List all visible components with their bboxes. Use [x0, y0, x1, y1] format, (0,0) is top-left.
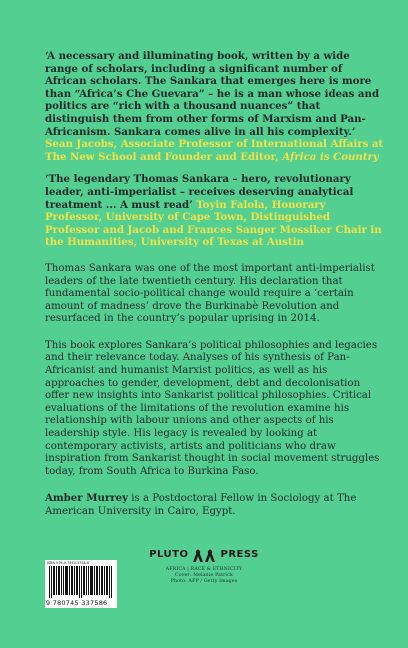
description-paragraph-2: This book explores Sankara’s political philosophies and legacies and their relevance today. Analyses of his synthesis of Pan-Africanist and humanist Marxist politics, as well as his approaches to gender, development, debt and decolonisation offer new insights into Sankarist political philosophies. Critical evaluations of the limitations of the revolution examine his relationship with labour unions and other aspects of his leadership style. His legacy is revealed by looking at contemporary activists, artists and politicians who draw inspiration from Sankarist thought in social movement struggles today, from South Africa to Burkina Faso. — [45, 339, 380, 477]
endorsement-2 — [45, 173, 385, 249]
publisher-logo — [149, 547, 259, 563]
description-paragraph-1: Thomas Sankara was one of the most important anti-imperialist leaders of the late twentieth century. His declaration that fundamental socio-political change would require a ‘certain amount of madness’ drove the Burkinabè Revolution and resurfaced in the country’s popular uprising in 2014. — [45, 262, 375, 325]
cover-text — [45, 50, 385, 519]
barcode-number: 9 780745 337586 — [46, 599, 108, 607]
publisher-name-left: PLUTO — [149, 549, 189, 560]
author-bio-text: is a Postdoctoral Fellow in Sociology at The American University in Cairo, Egypt. — [45, 493, 357, 517]
author-bio — [45, 492, 385, 518]
endorsement-1 — [45, 50, 385, 163]
endorsement-1-quote: ‘A necessary and illuminating book, written by a wide range of scholars, including a significant number of African scholars. The Sankara that emerges here is more than “Africa’s Che Guevara” – he is a man whose ideas and politics are “rich with a thousand nuances” that distinguish them from other forms of Marxism and Pan-Africanism. Sankara comes alive in all his complexity.’ — [45, 50, 380, 138]
barcode — [45, 560, 117, 608]
endorsement-1-attribution — [45, 138, 383, 163]
publisher-name-right: PRESS — [220, 549, 259, 560]
attribution-italic: Africa is Country — [282, 150, 379, 163]
attribution-text: Sean Jacobs, Associate Professor of International Affairs at The New School and Founder and Editor, — [45, 138, 384, 163]
isbn-label: ISBN 978-0-7453-3758-6 — [47, 561, 90, 565]
subject-categories: AFRICA | RACE & ETHNICITY — [165, 566, 243, 572]
author-name: Amber Murrey — [45, 492, 129, 505]
endorsement-2-attribution: Toyin Falola, Honorary Professor, University of Cape Town, Distinguished Professor and Jacob and Frances Sanger Mossiker Chair in the Humanities, University of Texas at Austin — [45, 198, 382, 249]
barcode-bars-graphic — [48, 566, 114, 598]
cover-credit: Cover: Melanie Patrick — [175, 572, 233, 578]
endorsement-2-quote: ‘The legendary Thomas Sankara – hero, revolutionary leader, anti-imperialist – receives deserving analytical treatment ... A must read’ — [45, 173, 354, 211]
pluto-logo-icon — [192, 547, 216, 563]
photo-credit: Photo: AFP / Getty Images — [170, 578, 238, 584]
